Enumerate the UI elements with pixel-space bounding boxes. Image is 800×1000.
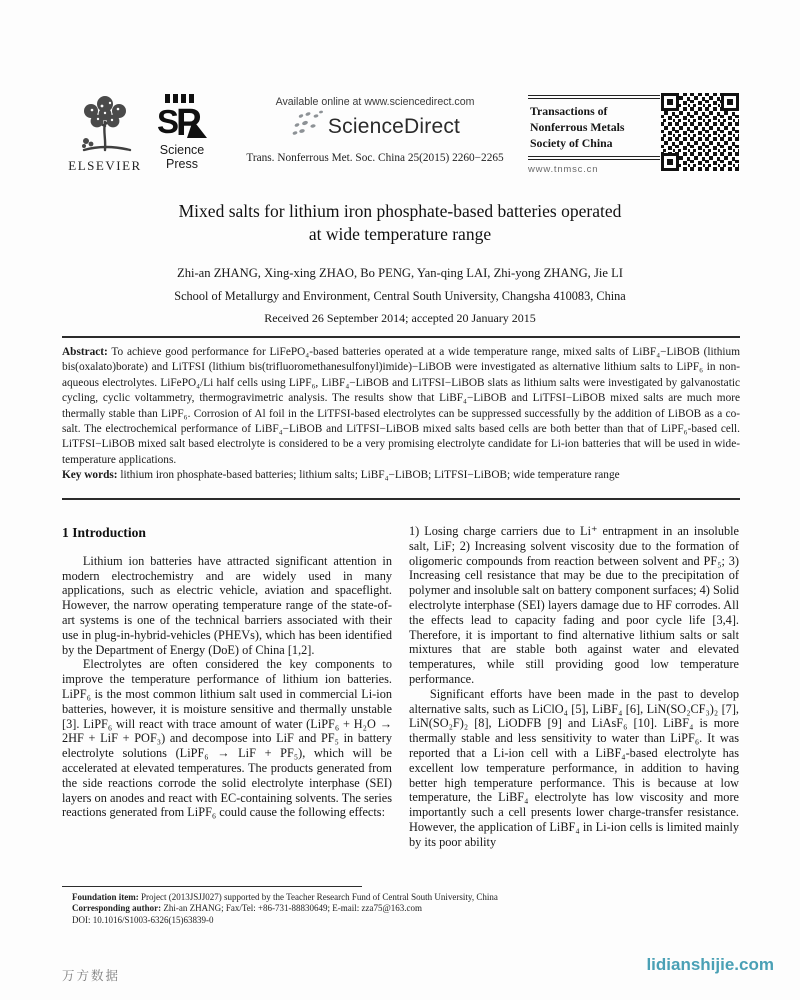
science-press-logo <box>150 94 214 171</box>
keywords-text: lithium iron phosphate-based batteries; lithium salts; LiBF₄−LiBOB; LiTFSI−LiBOB; wide temperature range <box>120 469 620 482</box>
article-body <box>62 524 740 882</box>
keywords-paragraph <box>62 468 740 483</box>
journal-header <box>62 92 740 188</box>
author-list: Zhi-an ZHANG, Xing-xing ZHAO, Bo PENG, Yan-qing LAI, Zhi-yong ZHANG, Jie LI <box>177 266 623 280</box>
society-box <box>528 95 660 175</box>
sciencedirect-logotype: ScienceDirect <box>327 114 461 138</box>
foundation-item-label: Foundation item: <box>72 892 139 902</box>
section-heading-introduction: 1 Introduction <box>62 525 146 540</box>
society-name-line1: Transactions of <box>530 104 608 118</box>
footnote-block <box>72 892 732 926</box>
elsevier-tree-icon <box>72 139 138 156</box>
abstract-text: To achieve good performance for LiFePO₄-based batteries operated at a wide temperature range, mixed salts of LiBF₄−LiBOB (lithium bis(oxalato)borate) and LiTFSI (lithium bis(trifluoromethanesulfonyl)imide)−LiBOB were investigated as alternative lithium salts to LiPF₆ in non-aqueous electrolytes. LiFePO₄/Li half cells using LiPF₆, LiBF₄−LiBOB and LiTFSI−LiBOB slats as lithium salts were investigated by galvanostatic cycling, cyclic voltammetry, thermogravimetric analysis. The results show that LiBF₄−LiBOB and LiTFSI−LiBOB mixed salts are much more thermally stable than LiPF₆. Corrosion of Al foil in the LiTFSI-based electrolytes can be suppressed successfully by the addition of LiBOB as a co-salt. The electrochemical performance of LiBF₄−LiBOB and LiTFSI−LiBOB mixed salts based cells are both better than that of LiPF₆-based cell. LiTFSI−LiBOB mixed salt based electrolyte is considered to be a very promising electrolyte candidate for Li-ion batteries that will be used in wide-temperature applications. <box>62 346 740 466</box>
body-column-left <box>62 524 392 882</box>
society-name-line2: Nonferrous Metals <box>530 120 625 134</box>
corresponding-author-label: Corresponding author: <box>72 903 162 914</box>
available-online-text: Available online at www.sciencedirect.com <box>275 96 475 108</box>
elsevier-label: ELSEVIER <box>68 158 142 173</box>
abstract-section <box>62 345 740 484</box>
intro-paragraph-1: Lithium ion batteries have attracted significant attention in modern electrochemistry and are widely used in many applications, such as electric vehicle, aviation and spaceflight. However, the narrow operating temperature range of the state-of-art systems is one of the technical barriers associated with their use in plug-in-hybrid-vehicles (PHEVs), which has been identified by the Department of Energy (DoE) of China [1,2]. <box>62 553 392 657</box>
sciencedirect-leaf-icon <box>290 110 324 143</box>
intro-paragraph-4: Significant efforts have been made in the past to develop alternative salts, such as LiClO₄ [5], LiBF₄ [6], LiN(SO₂CF₃)₂ [7], LiN(SO₂F)₂ [8], LiODFB [9] and LiAsF₆ [10]. LiBF₄ is more thermally stable and less sensitivity to water than LiPF₆. It was reported that a Li-ion cell with a LiBF₄-based electrolyte has excellent low temperature performance, in addition to having better high temperature performance. This is because at low temperature, the LiBF₄ electrolyte has low viscosity and more importantly such a cell presents lower charge-transfer resistance. However, the application of LiBF₄ in Li-ion cells is limited mainly by its poor ability <box>409 686 739 849</box>
site-watermark: lidianshijie.com <box>646 955 774 974</box>
keywords-label: Key words: <box>62 469 118 482</box>
abstract-label: Abstract: <box>62 346 108 358</box>
journal-citation: Trans. Nonferrous Met. Soc. China 25(2015) 2260−2265 <box>246 152 504 164</box>
qr-code <box>660 92 740 172</box>
affiliation: School of Metallurgy and Environment, Central South University, Changsha 410083, China <box>174 289 626 303</box>
article-title <box>0 200 800 246</box>
science-press-label-line1: Science <box>159 143 205 157</box>
received-dates: Received 26 September 2014; accepted 20 January 2015 <box>264 311 536 325</box>
svg-text:P: P <box>176 102 202 138</box>
title-line1: Mixed salts for lithium iron phosphate-based batteries operated <box>178 201 622 221</box>
society-name-line3: Society of China <box>530 136 613 150</box>
foundation-item-line: Foundation item: Project (2013JSJJ027) supported by the Teacher Research Fund of Central South University, China <box>72 892 498 902</box>
science-press-icon <box>157 102 207 142</box>
abstract-top-rule <box>62 336 740 338</box>
intro-paragraph-3: 1) Losing charge carriers due to Li⁺ entrapment in an insoluble salt, LiF; 2) Increasing solvent viscosity due to the formation of oligomeric compounds from reaction between solvent and PF₅; 3) Increasing cell resistance that may be due to the precipitation of polymer and insoluble salt on battery component surfaces; 4) Solid electrolyte interphase (SEI) layers damage due to HF corrodes. All the effects lead to capacity fading and poor cycle life [3,4]. Therefore, it is important to find alternative lithium salts or salt mixtures that are stable both against water and elevated temperatures, while still providing good low temperature performance. <box>409 524 739 686</box>
footnote-separator <box>62 886 362 887</box>
body-column-right <box>409 524 739 882</box>
abstract-bottom-rule <box>62 498 740 500</box>
wanfang-watermark: 万方数据 <box>62 969 121 983</box>
svg-text:S: S <box>157 103 180 138</box>
corresponding-author-line: Corresponding author: Zhi-an ZHANG; Fax/Tel: +86-731-88830649; E-mail: zza75@163.com <box>72 903 423 914</box>
title-line2: at wide temperature range <box>308 224 492 244</box>
science-press-label-line2: Press <box>166 157 198 171</box>
intro-paragraph-2: Electrolytes are often considered the key components to improve the temperature performance of lithium ion batteries. LiPF₆ is the most common lithium salt used in commercial Li-ion batteries, however, it is moisture sensitive and thermally unstable [3]. LiPF₆ will react with trace amount of water (LiPF₆ + H₂O → 2HF + LiF + POF₃) and decompose into LiF and PF₅ in battery electrolyte solutions (LiPF₆ → LiF + PF₅), which will be accelerated at elevated temperatures. The products generated from the side reactions corrode the solid electrolyte interphase (SEI) layers on anodes and react with EC-containing solvents. The series reactions generated from LiPF₆ could cause the following effects: <box>62 657 392 820</box>
elsevier-logo <box>62 94 148 174</box>
doi-line: DOI: 10.1016/S1003-6326(15)63839-0 <box>72 914 214 925</box>
sciencedirect-block <box>222 96 528 164</box>
society-website: www.tnmsc.cn <box>528 164 599 175</box>
abstract-paragraph <box>62 345 740 468</box>
